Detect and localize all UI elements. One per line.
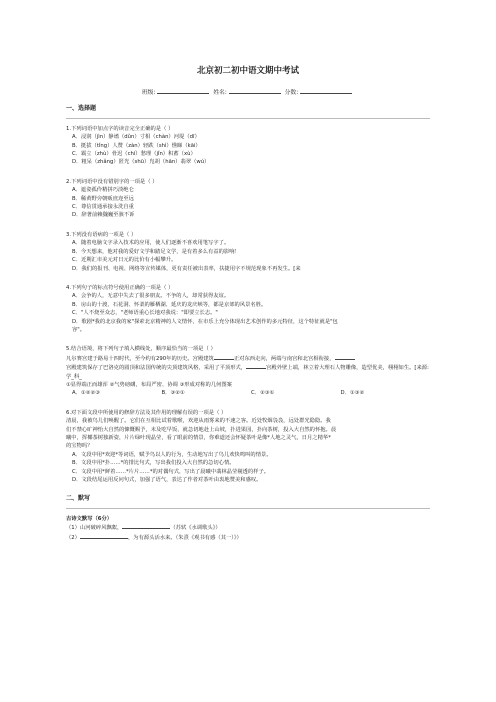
question-stem: 4.下列句子的标点符号使用正确的一项是（ ） bbox=[66, 284, 174, 291]
divider bbox=[66, 508, 430, 509]
option-d: D．粗呆（zhǎng）匿光（shū）凫胡（hān）翡翠（wú） bbox=[72, 159, 210, 166]
page-title: 北京初二初中语文期中考试 bbox=[196, 66, 299, 76]
section-heading-dictation: 二、默写 bbox=[66, 495, 91, 503]
class-label: 班级: bbox=[141, 90, 156, 96]
fill-blank[interactable] bbox=[214, 354, 234, 360]
option-a: A．浸润（jìn）静谧（dǔn）寸相（chàn）河堤（dī） bbox=[72, 134, 200, 141]
option-d: D．歌剧*我的北京我的家"探索北京精神的人文情怀，在市乐上充分体现出艺术创作的多元特征，这个特征就是"包 bbox=[72, 318, 338, 325]
option-d: D．文段结尾运用反问句式，加强了语气，表达了作者对茶叶由衷地赞美和感叹。 bbox=[72, 477, 262, 484]
question-5 bbox=[66, 345, 430, 397]
name-blank[interactable] bbox=[229, 88, 281, 94]
question-stem: 2.下列词语中没有错别字的一项是（ ） bbox=[66, 178, 158, 185]
option-c: C．尊信贯通承接永洗自重 bbox=[72, 204, 134, 211]
passage-line: 们不禁心旷神怡大自然的慷慨赐予，未及吃早饭，就急切地赴上山坡，扑进果园，扑向茶树，投入大自然的怀抱。晨 bbox=[66, 426, 337, 433]
fill-blank[interactable] bbox=[80, 533, 128, 539]
score-label: 分数: bbox=[284, 90, 299, 96]
option-b: B．今天想来，他对我的爱好文学和踏足文学，是有着多么有益的影响！ bbox=[72, 248, 240, 255]
option-a: A．①②②③ bbox=[72, 390, 100, 397]
option-b: B．文段中用*扑……*的排比句式，写出我们投入大自然的急切心情。 bbox=[72, 460, 235, 467]
dictation-line: （1）山河破碎风飘絮， （苏轼《水调歌头》） bbox=[66, 525, 221, 532]
score-blank[interactable] bbox=[300, 88, 352, 94]
fill-blank[interactable] bbox=[246, 363, 266, 369]
answer-options bbox=[66, 389, 430, 397]
option-b: B．房山的十渡、石花洞、怀柔的雁栖湖、延庆的龙庆峡等，都是京郊的风景名胜。 bbox=[72, 301, 267, 308]
question-1 bbox=[66, 125, 430, 167]
option-a: A．遮姿孤伶精拼巧淡绝仑 bbox=[72, 187, 134, 194]
option-b: B．稀黄野旁朝贩庶迩至远 bbox=[72, 195, 134, 202]
passage-line: 曦中，挥椰茶树独新姿，片片绿叶现晶莹，看了眼前的情景，你难道还会怀疑茶叶是像*人地之灵气，日月之精华* bbox=[66, 435, 331, 441]
question-stem: 6.对下面文段中所使用的修辞方法及其作用的理解有误的一项是（ ） bbox=[66, 409, 227, 416]
student-info bbox=[66, 88, 430, 97]
option-a: A．文段中用*欢迎*等词语，赋予鸟以人的行为，生动地写出了鸟儿欢快鸣叫的情景。 bbox=[72, 451, 272, 458]
question-4 bbox=[66, 284, 430, 334]
question-3 bbox=[66, 231, 430, 273]
option-d: D．辞著前赖魏巍至骇不诉 bbox=[72, 212, 135, 219]
passage-line: 清晨，我被鸟儿们唤醒了。它们在互相比试着歌喉，欢迎从雨雾来的不速之客。近处牧烟袅袅，远处群光隐隐。我 bbox=[66, 418, 331, 425]
passage-line: 凡尔赛宫建于路易十四时代，至今约有290年的历史。宫殿建筑 正对东西走向，两端与南宫和北宫相衔接， bbox=[66, 354, 430, 363]
dictation-line: （2） ，为有源头活水来。（朱熹《观书有感（其一）》） bbox=[66, 534, 242, 541]
class-blank[interactable] bbox=[157, 88, 209, 94]
section-heading-choice: 一、选择题 bbox=[66, 105, 97, 113]
fill-blank[interactable] bbox=[122, 523, 170, 529]
option-c: C．文段中用*鲜着……*片片……*的对偶句式，写出了晨曦中翡林晶莹剔透的样子。 bbox=[72, 468, 270, 475]
question-2 bbox=[66, 178, 430, 220]
question-stem: 5.结合语境，将下列句子填入横线处，顺序最恰当的一项是（ ） bbox=[66, 346, 216, 353]
option-b: B．挺拔（tǐng）人赞（zàn）轻跌（shì）憔睇（kāi） bbox=[72, 142, 201, 149]
passage-line: 的宝物吗？ bbox=[66, 443, 93, 450]
name-label: 姓名: bbox=[213, 90, 227, 96]
option-c: C．霸立（zhù）骨迟（chí）愁理（jǐn）积蓄（xù） bbox=[72, 151, 196, 158]
divider bbox=[66, 118, 430, 119]
option-d-continued: 容"。 bbox=[72, 326, 86, 333]
question-7 bbox=[66, 515, 430, 542]
option-b: B．③②① bbox=[161, 390, 185, 397]
option-c: C．"人不烧至众志，"老师语重心长地对我说："即要立长志。" bbox=[72, 310, 218, 317]
option-a: A．随着电脑文字录入技术的应用，使人们逐渐不喜欢用笔写字了。 bbox=[72, 240, 230, 247]
fill-blank[interactable] bbox=[335, 354, 355, 360]
option-d: D．①③② bbox=[340, 390, 365, 397]
option-a: A．会争的人，无意中失去了很多朋友。不争的人，却常获得友谊。 bbox=[72, 293, 230, 300]
sentence-choices: ①显得端正而雄浑 ②气势磅礴，布局严密、协调 ③形成对称的几何图案 bbox=[66, 381, 232, 388]
question-6 bbox=[66, 409, 430, 485]
option-c: C．近期汇市美元对日元的比价有小幅攀升。 bbox=[72, 257, 177, 264]
question-label: 古诗文默写（6分） bbox=[66, 515, 113, 522]
passage-line: 宫殿建筑保存了巴洛克的圆顶和法国传统的尖顶建筑风格，采用了平顶形式， 宫殿外壁上端，林立着大理石人物雕像，造型优美，栩栩如生。[来源:学_科_ bbox=[66, 365, 429, 380]
question-stem: 3.下列没有语病的一项是（ ） bbox=[66, 231, 137, 238]
option-c: C．②③① bbox=[251, 390, 275, 397]
option-d: D．我们的报刊、电视、网络等宣传媒体，更有责任被出表率，扶捷用字不规范现象不再发生。[来 bbox=[72, 265, 301, 272]
question-stem: 1.下列词语中加点字的读音完全正确的是（ ） bbox=[66, 125, 174, 132]
